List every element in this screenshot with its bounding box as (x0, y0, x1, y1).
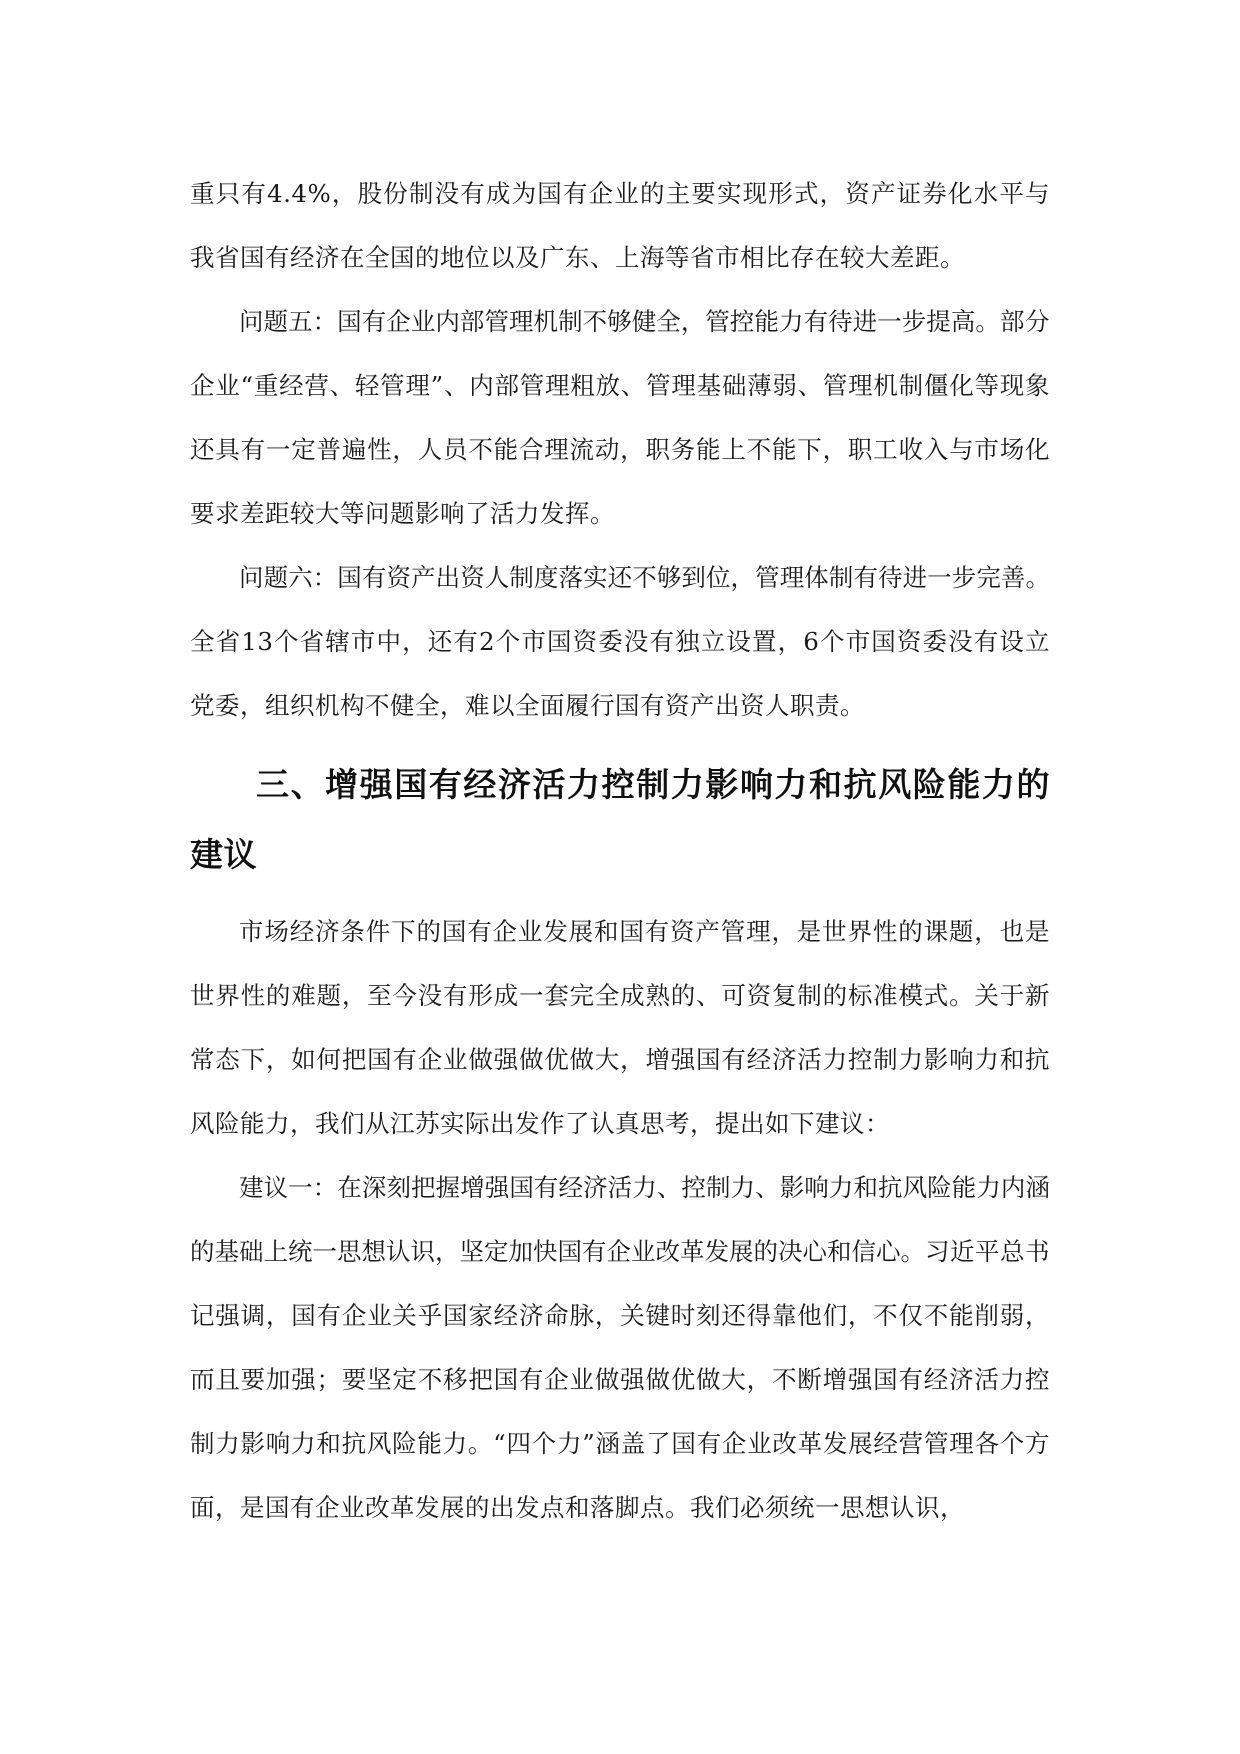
section-heading: 三、增强国有经济活力控制力影响力和抗风险能力的建议 (190, 765, 1050, 874)
paragraph-intro (190, 900, 1050, 1156)
paragraph-text: 全省13个省辖市中，还有2个市国资委没有独立设置，6个市国资委没有设立党委，组织机构不健全，难以全面履行国有资产出资人职责。 (190, 627, 1050, 720)
paragraph-lead: 建议一：在深刻把握增强国有经济活力、控制力、影响力和抗风险能力内涵的基础上统一思想认识，坚定加快国有企业改革发展的决心和信心。 (190, 1173, 1050, 1266)
paragraph-text: 重只有4.4%，股份制没有成为国有企业的主要实现形式，资产证券化水平与我省国有经济在全国的地位以及广东、上海等省市相比存在较大差距。 (190, 179, 1050, 272)
paragraph-lead: 问题六：国有资产出资人制度落实还不够到位，管理体制有待进一步完善。 (239, 563, 1050, 592)
paragraph-text: 部分企业“重经营、轻管理”、内部管理粗放、管理基础薄弱、管理机制僵化等现象还具有一定普遍性，人员不能合理流动，职务能上不能下，职工收入与市场化要求差距较大等问题影响了活力发挥。 (190, 307, 1050, 528)
paragraph-continued (190, 162, 1050, 290)
paragraph-text: 习近平总书记强调，国有企业关乎国家经济命脉，关键时刻还得靠他们，不仅不能削弱，而且要加强；要坚定不移把国有企业做强做优做大，不断增强国有经济活力控制力影响力和抗风险能力。“四个力”涵盖了国有企业改革发展经营管理各个方面，是国有企业改革发展的出发点和落脚点。我们必须统一思想认识， (190, 1237, 1050, 1522)
paragraph-suggestion-one (190, 1156, 1050, 1540)
paragraph-lead: 问题五：国有企业内部管理机制不够健全，管控能力有待进一步提高。 (239, 307, 1000, 336)
document-body (190, 162, 1050, 1540)
paragraph-problem-six (190, 546, 1050, 738)
paragraph-problem-five (190, 290, 1050, 546)
paragraph-text: 市场经济条件下的国有企业发展和国有资产管理，是世界性的课题，也是世界性的难题，至今没有形成一套完全成熟的、可资复制的标准模式。关于新常态下，如何把国有企业做强做优做大，增强国有经济活力控制力影响力和抗风险能力，我们从江苏实际出发作了认真思考，提出如下建议： (190, 917, 1050, 1138)
